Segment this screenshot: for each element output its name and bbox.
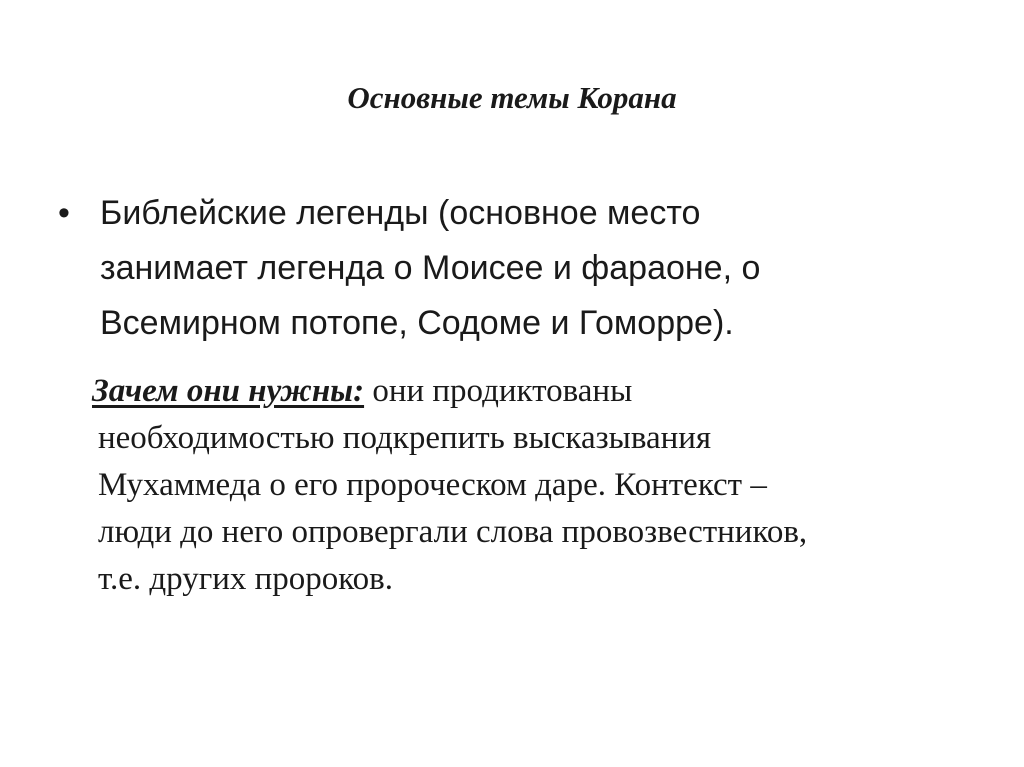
bullet-line: занимает легенда о Моисее и фараоне, о	[100, 249, 761, 287]
slide-title: Основные темы Корана	[347, 80, 677, 115]
bullet-marker: •	[58, 194, 70, 232]
paragraph-line: Мухаммеда о его пророческом даре. Контекст –	[98, 467, 767, 503]
bullet-text	[100, 186, 930, 351]
paragraph-first-line	[92, 368, 972, 415]
bullet-line: Библейские легенды (основное место	[100, 194, 701, 232]
paragraph-heading: Зачем они нужны:	[92, 373, 365, 409]
paragraph-line: необходимостью подкрепить высказывания	[98, 420, 712, 456]
paragraph-first-line-text: они продиктованы	[364, 373, 633, 409]
bullet-line: Всемирном потопе, Содоме и Гоморре).	[100, 304, 734, 342]
paragraph-line: т.е. других пророков.	[98, 561, 393, 597]
paragraph-line: люди до него опровергали слова провозвестников,	[98, 514, 808, 550]
explanation-paragraph	[92, 368, 972, 603]
